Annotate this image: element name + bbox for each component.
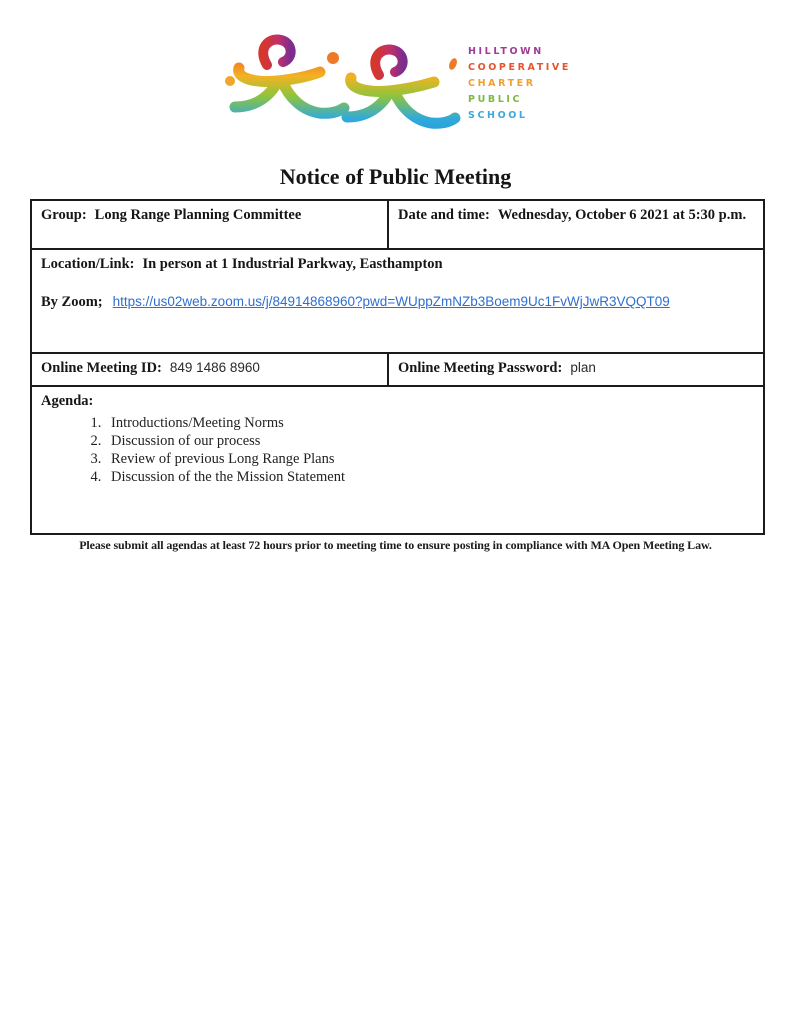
meeting-id-value: 849 1486 8960 xyxy=(169,360,260,375)
agenda-label: Agenda: xyxy=(41,393,94,409)
school-logo-figures-icon xyxy=(222,34,462,134)
password-cell xyxy=(388,353,764,386)
zoom-label: By Zoom; xyxy=(41,294,103,310)
school-name-line: COOPERATIVE xyxy=(468,62,571,73)
meeting-id-label: Online Meeting ID: xyxy=(41,360,162,376)
location-value: In person at 1 Industrial Parkway, Easthampton xyxy=(142,256,443,272)
agenda-item: 3. Review of previous Long Range Plans xyxy=(105,450,754,468)
datetime-cell xyxy=(388,200,764,249)
password-label: Online Meeting Password: xyxy=(398,360,563,376)
agenda-item: 2. Discussion of our process xyxy=(105,432,754,450)
location-cell xyxy=(31,249,764,353)
password-value: plan xyxy=(570,360,596,375)
school-name-line: PUBLIC xyxy=(468,94,523,105)
group-cell xyxy=(31,200,388,249)
school-name-wordmark xyxy=(468,44,571,124)
zoom-line xyxy=(41,294,754,311)
agenda-list xyxy=(41,414,754,486)
zoom-meeting-link[interactable]: https://us02web.zoom.us/j/84914868960?pwd=WUppZmNZb3Boem9Uc1FvWjJwR3VQQT09 xyxy=(112,294,670,309)
footer-note: Please submit all agendas at least 72 hours prior to meeting time to ensure posting in compliance with MA Open Meeting Law. xyxy=(79,538,712,552)
location-line xyxy=(41,256,754,273)
location-label: Location/Link: xyxy=(41,256,135,272)
datetime-value: Wednesday, October 6 2021 at 5:30 p.m. xyxy=(497,207,747,223)
school-name-line: SCHOOL xyxy=(468,110,528,121)
school-name-line: CHARTER xyxy=(468,78,536,89)
group-value: Long Range Planning Committee xyxy=(94,207,302,223)
meeting-details-table xyxy=(30,199,765,535)
school-name-line: HILLTOWN xyxy=(468,46,544,57)
notice-title: Notice of Public Meeting xyxy=(279,164,512,189)
agenda-cell xyxy=(31,386,764,534)
datetime-label: Date and time: xyxy=(398,207,490,223)
group-label: Group: xyxy=(41,207,87,223)
meeting-id-cell xyxy=(31,353,388,386)
agenda-item: 1. Introductions/Meeting Norms xyxy=(105,414,754,432)
agenda-item: 4. Discussion of the the Mission Statement xyxy=(105,468,754,486)
